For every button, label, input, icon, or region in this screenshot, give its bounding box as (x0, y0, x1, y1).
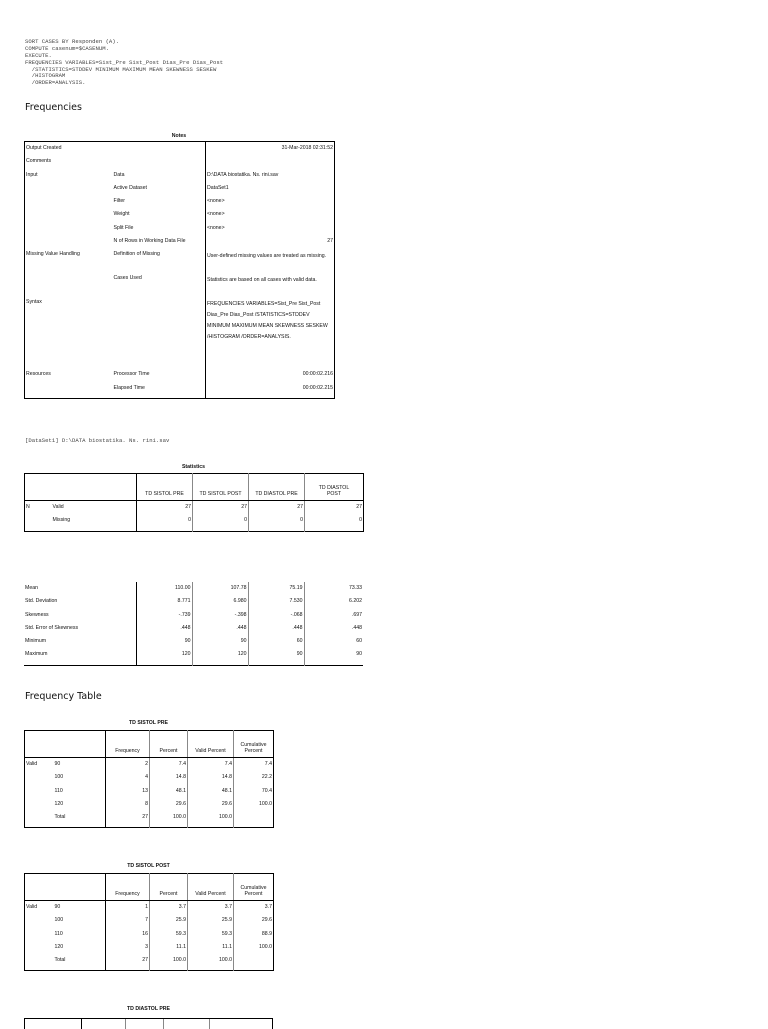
stat-cell: .448 (248, 625, 304, 638)
freq-table-sistol-pre (24, 730, 274, 828)
stat-cell: 90 (136, 638, 192, 651)
stat-cell: 60 (304, 638, 363, 651)
freq-cell: 48.1 (150, 788, 188, 801)
freq-cell: 7.4 (234, 758, 274, 775)
notes-value: D:\DATA biostatika. Ns. rini.sav (206, 172, 335, 185)
column-header: Percent (150, 874, 188, 901)
statistics-caption: Statistics (181, 464, 206, 470)
stat-cell: 107.78 (192, 582, 248, 598)
notes-sublabel: Split File (113, 224, 134, 231)
freq-cell: 100.0 (150, 957, 188, 971)
notes-label: Input (26, 171, 38, 178)
stat-cell: 27 (249, 501, 305, 518)
notes-table (24, 141, 335, 399)
freq-cell: 14.8 (150, 774, 188, 787)
stat-cell: 7.530 (248, 598, 304, 611)
stat-cell: 90 (304, 651, 363, 665)
column-header: TD SISTOL POST (193, 474, 249, 501)
freq-cell: 25.9 (188, 917, 234, 930)
stat-cell: .448 (136, 625, 192, 638)
stat-cell: 8.771 (136, 598, 192, 611)
syntax-line: /HISTOGRAM (25, 72, 66, 80)
notes-label: Syntax (26, 299, 42, 306)
stat-sublabel: Missing (52, 517, 71, 524)
stat-cell: .448 (192, 625, 248, 638)
freq-cell: 1 (106, 901, 150, 918)
frequencies-heading: Frequencies (25, 102, 82, 113)
freq-cell (234, 814, 274, 828)
syntax-line: /ORDER=ANALYSIS. (25, 79, 86, 87)
freq-cell: 11.1 (188, 944, 234, 957)
notes-sublabel: Active Dataset (113, 184, 147, 191)
notes-sublabel: Elapsed Time (113, 384, 145, 391)
notes-sublabel: Processor Time (113, 371, 150, 378)
column-header: Cumulative Percent (234, 731, 274, 758)
notes-sublabel: Data (113, 171, 125, 178)
stat-cell: 60 (248, 638, 304, 651)
freq-cell: 27 (106, 957, 150, 971)
stat-cell: 0 (193, 517, 249, 531)
notes-caption: Notes (171, 133, 187, 139)
syntax-line: /STATISTICS=STDDEV MINIMUM MAXIMUM MEAN SKEWNESS SESKEW (25, 65, 217, 73)
freq-row-label: 100 (54, 917, 64, 924)
notes-value: Statistics are based on all cases with valid data. (206, 275, 335, 299)
freq-caption: TD SISTOL PRE (128, 720, 168, 726)
freq-cell (234, 957, 274, 971)
freq-group-label: Valid (26, 761, 38, 767)
stat-label: Minimum (25, 638, 47, 645)
notes-value: <none> (206, 211, 335, 224)
notes-label: Comments (26, 158, 52, 165)
freq-group-label: Valid (26, 904, 38, 910)
stat-label: N (26, 504, 30, 510)
dataset-note: [DataSet1] D:\DATA biostatika. Ns. rini.sav (25, 437, 170, 444)
freq-cell: 2 (106, 758, 150, 775)
notes-label: Output Created (26, 145, 62, 151)
notes-value: DataSet1 (206, 185, 335, 198)
stat-cell: 27 (305, 501, 364, 518)
freq-cell: 27 (106, 814, 150, 828)
stat-cell: -.398 (192, 612, 248, 625)
freq-cell: 29.6 (150, 801, 188, 814)
notes-value: FREQUENCIES VARIABLES=Sist_Pre Sist_Post Dias_Pre Dias_Post /STATISTICS=STDDEV MINIMUM MAXIMUM MEAN SKEWNESS SESKEW /HISTOGRAM /ORDER=ANALYSIS. (206, 299, 335, 371)
statistics-table-continued (24, 582, 363, 666)
freq-row-label: Total (54, 814, 66, 821)
freq-caption: TD SISTOL POST (127, 863, 170, 869)
stat-label: Std. Error of Skewness (25, 624, 79, 631)
freq-cell: 7.4 (150, 758, 188, 775)
freq-cell: 3.7 (188, 901, 234, 918)
notes-sublabel: Cases Used (113, 275, 142, 282)
stat-cell: 90 (248, 651, 304, 665)
freq-caption: TD DIASTOL PRE (126, 1006, 171, 1012)
freq-row-label: 120 (54, 800, 64, 807)
freq-cell: 13 (106, 788, 150, 801)
column-header: TD DIASTOL POST (305, 474, 364, 501)
syntax-line: SORT CASES BY Responden (A). (25, 37, 119, 45)
freq-cell: 59.3 (188, 931, 234, 944)
notes-sublabel: Filter (113, 198, 126, 205)
stat-label: Maximum (25, 651, 48, 658)
stat-cell: 0 (249, 517, 305, 531)
statistics-table (24, 473, 364, 532)
freq-cell: 88.9 (234, 931, 274, 944)
notes-value: 00:00:02.216 (206, 371, 335, 384)
syntax-line: COMPUTE casenum=$CASENUM. (25, 44, 109, 52)
freq-row-label: 110 (54, 787, 63, 794)
stat-label: Skewness (25, 611, 49, 618)
notes-value: 00:00:02.215 (206, 385, 335, 399)
freq-cell: 3.7 (234, 901, 274, 918)
stat-cell: 0 (137, 517, 193, 531)
stat-cell: 0 (305, 517, 364, 531)
freq-cell: 7 (106, 917, 150, 930)
stat-label: Mean (25, 585, 38, 591)
freq-cell: 29.6 (234, 917, 274, 930)
stat-sublabel: Valid (52, 504, 64, 510)
stat-cell: 27 (137, 501, 193, 518)
notes-label: Missing Value Handling (26, 251, 80, 258)
freq-cell: 100.0 (234, 944, 274, 957)
freq-cell: 25.9 (150, 917, 188, 930)
freq-row-label: 100 (54, 774, 64, 781)
syntax-block (25, 32, 223, 94)
freq-row-label: Total (54, 957, 66, 964)
stat-cell: 75.19 (248, 582, 304, 598)
freq-cell: 100.0 (188, 814, 234, 828)
notes-value: 31-Mar-2018 02:31:52 (206, 142, 335, 159)
column-header: TD DIASTOL PRE (249, 474, 305, 501)
column-header: Percent (150, 731, 188, 758)
freq-cell: 59.3 (150, 931, 188, 944)
column-header: Frequency (106, 731, 150, 758)
syntax-line: EXECUTE. (25, 51, 52, 59)
freq-cell: 70.4 (234, 788, 274, 801)
column-header: Cumulative Percent (234, 874, 274, 901)
freq-cell: 7.4 (188, 758, 234, 775)
freq-cell: 14.8 (188, 774, 234, 787)
freq-cell: 100.0 (150, 814, 188, 828)
stat-cell: .448 (304, 625, 363, 638)
stat-cell: 27 (193, 501, 249, 518)
freq-row-label: 110 (54, 930, 63, 937)
stat-cell: 6.202 (304, 598, 363, 611)
column-header: Frequency (106, 874, 150, 901)
freq-cell: 100.0 (234, 801, 274, 814)
freq-cell: 3 (106, 944, 150, 957)
syntax-line: FREQUENCIES VARIABLES=Sist_Pre Sist_Post Dias_Pre Dias_Post (25, 58, 224, 66)
stat-cell: 6.980 (192, 598, 248, 611)
notes-sublabel: Definition of Missing (113, 251, 160, 258)
freq-cell: 29.6 (188, 801, 234, 814)
freq-cell: 16 (106, 931, 150, 944)
column-header: TD SISTOL PRE (137, 474, 193, 501)
frequency-table-heading: Frequency Table (25, 691, 102, 702)
freq-cell: 11.1 (150, 944, 188, 957)
notes-value: <none> (206, 225, 335, 238)
stat-cell: -.068 (248, 612, 304, 625)
freq-cell: 4 (106, 774, 150, 787)
stat-cell: 90 (192, 638, 248, 651)
stat-cell: 110.00 (136, 582, 192, 598)
freq-cell: 22.2 (234, 774, 274, 787)
freq-row-label: 120 (54, 943, 64, 950)
stat-cell: 120 (136, 651, 192, 665)
stat-cell: 73.33 (304, 582, 363, 598)
freq-row-label: 90 (54, 904, 61, 910)
notes-value: 27 (206, 238, 335, 251)
stat-cell: 120 (192, 651, 248, 665)
column-header: Valid Percent (188, 874, 234, 901)
notes-label: Resources (26, 371, 51, 378)
freq-table-sistol-post (24, 873, 274, 971)
notes-value: <none> (206, 198, 335, 211)
notes-value: User-defined missing values are treated as missing. (206, 251, 335, 275)
freq-cell: 48.1 (188, 788, 234, 801)
freq-cell: 8 (106, 801, 150, 814)
freq-row-label: 90 (54, 761, 61, 767)
freq-cell: 100.0 (188, 957, 234, 971)
column-header: Valid Percent (188, 731, 234, 758)
stat-cell: -.739 (136, 612, 192, 625)
stat-label: Std. Deviation (25, 598, 58, 605)
stat-cell: .697 (304, 612, 363, 625)
notes-sublabel: N of Rows in Working Data File (113, 238, 186, 245)
freq-cell: 3.7 (150, 901, 188, 918)
notes-sublabel: Weight (113, 211, 130, 218)
